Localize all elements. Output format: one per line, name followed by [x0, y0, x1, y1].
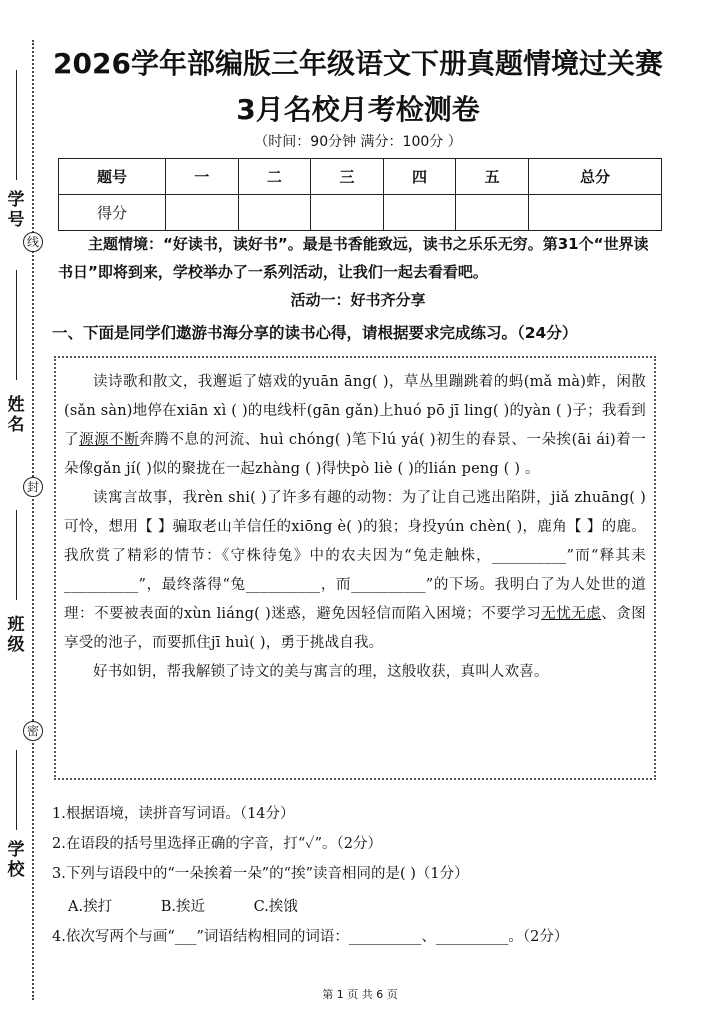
scenario-text: 主题情境：“好读书，读好书”。最是书香能致远，读书之乐乐无穷。第31个“世界读书日”即将到来，学校举办了一系列活动，让我们一起去看看吧。	[58, 235, 649, 281]
time-info: （时间：90分钟 满分：100分 ）	[254, 134, 462, 150]
class-line	[16, 510, 17, 600]
question-2: 2.在语段的括号里选择正确的字音，打“✓”。（2分）	[52, 836, 382, 852]
question-3: 3.下列与语段中的“一朵挨着一朵”的“挨”读音相同的是( )（1分）	[52, 866, 469, 882]
score-table-row	[59, 195, 662, 231]
score-header-cell: 题号	[59, 159, 166, 195]
score-header-cell: 二	[238, 159, 311, 195]
student-id-label: 学号	[7, 190, 25, 230]
seal-line-mark: 线	[23, 232, 43, 252]
name-label: 姓名	[7, 395, 25, 435]
passage-paragraph: 读诗歌和散文，我邂逅了嬉戏的yuān āng( )，草丛里蹦跳着的蚂(mǎ mà)蚱，闲散(sǎn sàn)地停在xiān xì ( )的电线杆(gān gǎn)上huó pō jī ling( )的yàn ( )子；我看到了源源不断奔腾不息的河流、huì chóng( )笔下lú yá( )初生的春景、一朵挨(āi ái)着一朵像gǎn jí( )似的聚拢在一起zhàng ( )得快pò liè ( )的lián peng ( ) 。	[64, 374, 646, 477]
seal-secret-mark: 密	[23, 721, 43, 741]
binding-dotted-line	[32, 40, 34, 1000]
score-header-cell: 三	[311, 159, 384, 195]
score-row-label: 得分	[59, 195, 166, 231]
school-label: 学校	[7, 840, 25, 880]
score-cell[interactable]	[311, 195, 384, 231]
option-b[interactable]: B.挨近	[160, 899, 205, 915]
passage-paragraph: 好书如钥，帮我解锁了诗文的美与寓言的理，这般收获，真叫人欢喜。	[93, 664, 549, 680]
question-3-options	[68, 895, 342, 916]
score-cell[interactable]	[166, 195, 239, 231]
score-header-cell: 一	[166, 159, 239, 195]
student-id-line	[16, 70, 17, 180]
option-c[interactable]: C.挨饿	[253, 899, 298, 915]
section-title: 一、下面是同学们遨游书海分享的读书心得，请根据要求完成练习。（24分）	[52, 324, 578, 342]
question-4: 4.依次写两个与画“___”词语结构相同的词语：__________、__________。（2分）	[52, 929, 569, 945]
seal-seal-mark: 封	[23, 477, 43, 497]
name-line	[16, 270, 17, 380]
binding-strip	[0, 0, 50, 1018]
page-footer: 第 1 页 共 6 页	[322, 988, 398, 1001]
activity-title: 活动一：好书齐分享	[290, 291, 426, 309]
score-cell[interactable]	[456, 195, 529, 231]
score-table	[58, 158, 662, 231]
reading-passage	[54, 356, 656, 780]
score-header-cell: 五	[456, 159, 529, 195]
score-table-header-row	[59, 159, 662, 195]
exam-subtitle: 3月名校月考检测卷	[236, 93, 480, 126]
score-cell[interactable]	[383, 195, 456, 231]
question-1: 1.根据语境，读拼音写词语。（14分）	[52, 806, 295, 822]
score-cell[interactable]	[528, 195, 661, 231]
option-a[interactable]: A.挨打	[68, 899, 113, 915]
underlined-word: 源源不断	[79, 432, 140, 448]
class-label: 班级	[7, 615, 25, 655]
school-line	[16, 750, 17, 830]
score-header-cell: 四	[383, 159, 456, 195]
score-cell[interactable]	[238, 195, 311, 231]
score-header-cell: 总分	[528, 159, 661, 195]
underlined-word: 无忧无虑	[541, 606, 602, 622]
passage-paragraph: 读寓言故事，我rèn shi( )了许多有趣的动物：为了让自己逃出陷阱，jiǎ zhuāng( )可怜，想用【 】骗取老山羊信任的xiōng è( )的狼；身投yún chèn( )，鹿角【 】的鹿。我欣赏了精彩的情节：《守株待兔》中的农夫因为“兔走触株，__________”而“释其耒__________”，最终落得“兔__________，而__________”的下场。我明白了为人处世的道理：不要被表面的xùn liáng( )迷惑，避免因轻信而陷入困境；不要学习无忧无虑、贪图享受的池子，而要抓住jī huì( )，勇于挑战自我。	[64, 490, 646, 651]
exam-title: 2026学年部编版三年级语文下册真题情境过关赛	[53, 47, 663, 80]
